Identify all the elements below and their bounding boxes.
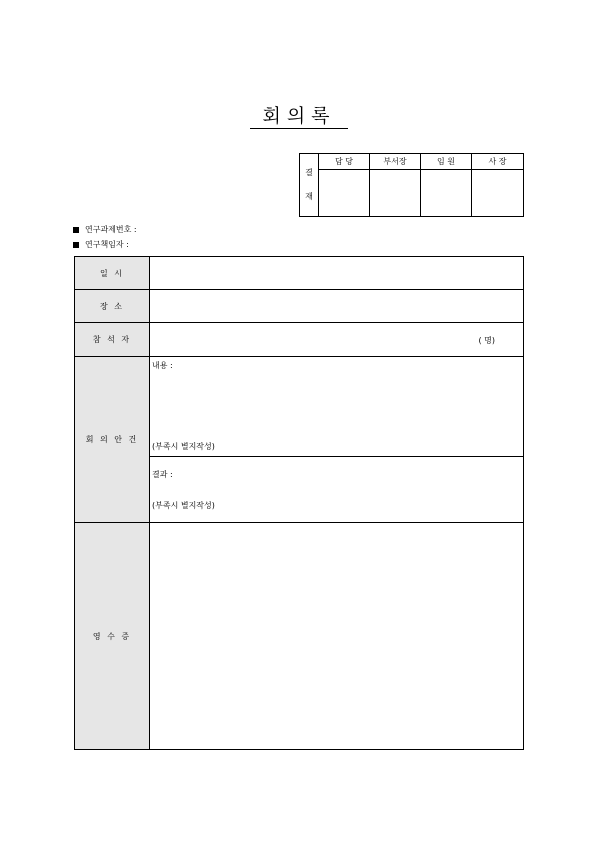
receipt-field[interactable] xyxy=(150,523,524,750)
agenda-result-field[interactable] xyxy=(150,457,524,523)
square-bullet-icon xyxy=(73,227,79,233)
datetime-label: 일 시 xyxy=(75,257,150,290)
approval-sign-staff[interactable] xyxy=(319,170,370,217)
approval-header-president: 사 장 xyxy=(472,154,524,170)
attendees-label: 참 석 자 xyxy=(75,323,150,357)
datetime-field[interactable] xyxy=(150,257,524,290)
agenda-label: 회 의 안 건 xyxy=(75,357,150,523)
approval-sign-executive[interactable] xyxy=(421,170,472,217)
research-manager-line xyxy=(73,239,129,250)
square-bullet-icon xyxy=(73,242,79,248)
approval-table xyxy=(299,153,524,217)
approval-header-dept-head: 부서장 xyxy=(370,154,421,170)
approval-header-staff: 담 당 xyxy=(319,154,370,170)
place-label: 장 소 xyxy=(75,290,150,323)
receipt-label: 영 수 증 xyxy=(75,523,150,750)
approval-side-label xyxy=(300,154,319,217)
approval-side-bottom: 재 xyxy=(305,192,313,201)
attendees-count: ( 명) xyxy=(478,336,495,345)
minutes-table xyxy=(74,256,524,750)
project-number-label: 연구과제번호 : xyxy=(85,225,137,234)
content-label: 내용 : xyxy=(152,361,173,370)
approval-side-top: 결 xyxy=(305,168,313,177)
approval-sign-dept-head[interactable] xyxy=(370,170,421,217)
approval-sign-president[interactable] xyxy=(472,170,524,217)
project-number-line xyxy=(73,224,137,235)
attach-note-content: (부족시 별지작성) xyxy=(152,442,215,451)
attendees-field[interactable] xyxy=(150,323,524,357)
attach-note-result: (부족시 별지작성) xyxy=(152,501,215,510)
place-field[interactable] xyxy=(150,290,524,323)
page-title: 회의록 xyxy=(250,104,348,129)
research-manager-label: 연구책임자 : xyxy=(85,240,129,249)
result-label: 결과 : xyxy=(152,470,173,479)
agenda-content-field[interactable] xyxy=(150,357,524,457)
approval-header-executive: 임 원 xyxy=(421,154,472,170)
